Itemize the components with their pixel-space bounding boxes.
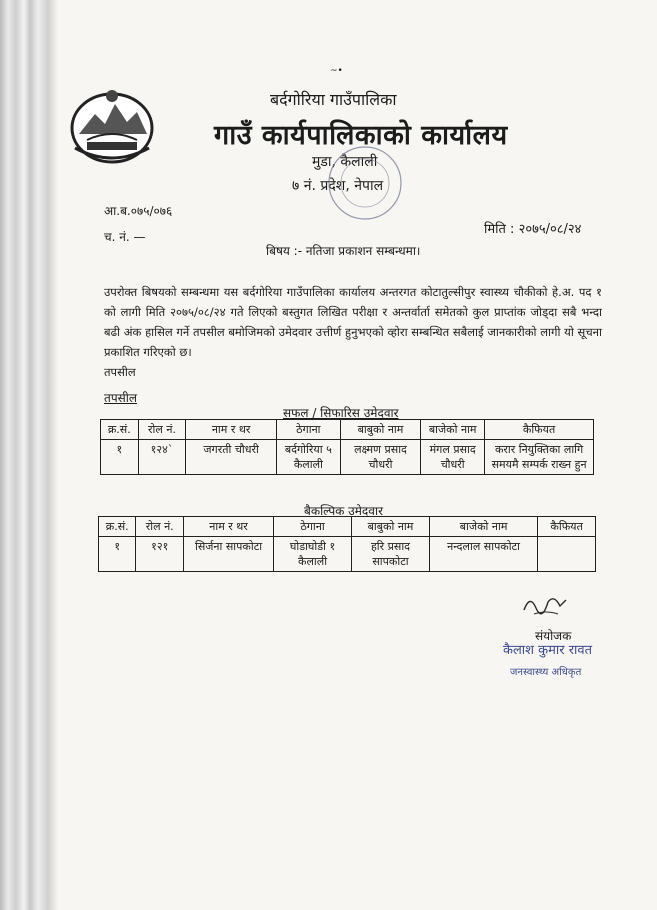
table-cell: जगरती चौधरी xyxy=(186,440,276,475)
fiscal-year: आ.ब.०७५/०७६ xyxy=(104,204,173,218)
tapsil-heading: तपसील xyxy=(104,391,138,405)
table-header-cell: क्र.सं. xyxy=(101,420,139,440)
binding-edge xyxy=(0,0,58,910)
table-cell: १ xyxy=(101,440,139,475)
dispatch-number: च. नं. — xyxy=(104,230,146,244)
table-cell: १२१ xyxy=(136,537,184,572)
table-header-row xyxy=(99,517,596,537)
table-cell: १२४` xyxy=(138,440,186,475)
table-cell: बर्दगोरिया ५ कैलाली xyxy=(276,440,340,475)
body-text: उपरोक्त बिषयको सम्बन्धमा यस बर्दगोरिया गाउँपालिका कार्यालय अन्तरगत कोटातुल्सीपुर स्वास्थ्य चौकीको हे.अ. पद १ को लागी मिति २०७५/०८/२४ गते लिएको बस्तुगत लिखित परीक्षा र अन्तर्वार्ता समेतको कुल प्राप्तांक जोड्दा सबै भन्दा बढी अंक हासिल गर्ने तपसील बमोजिमको उमेदवार उत्तीर्ण हुनुभएको व्होरा सम्बन्धित सबैलाई जानकारीको लागी यो सूचना प्रकाशित गरिएको छ। xyxy=(104,285,602,359)
table-header-cell: रोल नं. xyxy=(138,420,186,440)
table-row xyxy=(99,537,596,572)
table-cell: लक्ष्मण प्रसाद चौधरी xyxy=(340,440,420,475)
table-cell: घोडाघोडी १ कैलाली xyxy=(274,537,352,572)
nepal-emblem-icon xyxy=(67,84,157,166)
table-header-cell: बाजेको नाम xyxy=(421,420,485,440)
table-header-cell: ठेगाना xyxy=(276,420,340,440)
office-province: ७ नं. प्रदेश, नेपाल xyxy=(292,178,384,194)
table-header-cell: रोल नं. xyxy=(136,517,184,537)
municipality-name: बर्दगोरिया गाउँपालिका xyxy=(270,90,397,109)
subject-line: बिषय :- नतिजा प्रकाशन सम्बन्धमा। xyxy=(266,244,421,258)
table2-caption: बैकल्पिक उमेदवार xyxy=(304,504,383,518)
successful-candidate-table xyxy=(100,419,594,475)
signatory-role: संयोजक xyxy=(535,629,572,643)
table-header-cell: कैफियत xyxy=(538,517,596,537)
office-stamp-icon xyxy=(322,140,408,226)
table-header-cell: क्र.सं. xyxy=(99,517,136,537)
alternate-candidate-table xyxy=(98,516,596,572)
handwritten-signature-icon xyxy=(520,590,570,618)
signatory-title: जनस्वास्थ्य अधिकृत xyxy=(510,667,582,678)
letter-date: मिति : २०७५/०८/२४ xyxy=(484,222,582,237)
table-cell: मंगल प्रसाद चौधरी xyxy=(421,440,485,475)
table-header-cell: ठेगाना xyxy=(274,517,352,537)
body-paragraph xyxy=(104,282,602,382)
table-header-cell: बाजेको नाम xyxy=(429,517,537,537)
table-cell xyxy=(538,537,596,572)
table-cell: नन्दलाल सापकोटा xyxy=(429,537,537,572)
table-cell: करार नियुक्तिका लागि समयमै सम्पर्क राख्न हुन xyxy=(485,440,594,475)
table-header-cell: कैफियत xyxy=(485,420,594,440)
table-cell: १ xyxy=(99,537,136,572)
table-header-row xyxy=(101,420,594,440)
office-title: गाउँ कार्यपालिकाको कार्यालय xyxy=(214,120,508,151)
table1-caption: सफल / सिफारिस उमेदवार xyxy=(283,406,399,420)
table-cell: सिर्जना सापकोटा xyxy=(184,537,274,572)
body-tail: तपसील xyxy=(104,365,136,379)
table-header-cell: नाम र थर xyxy=(186,420,276,440)
top-mark: ~• xyxy=(330,66,343,76)
signatory-name: कैलाश कुमार रावत xyxy=(503,643,593,658)
table-cell: हरि प्रसाद सापकोटा xyxy=(352,537,430,572)
table-header-cell: नाम र थर xyxy=(184,517,274,537)
table-header-cell: बाबुको नाम xyxy=(352,517,430,537)
table-row xyxy=(101,440,594,475)
table-header-cell: बाबुको नाम xyxy=(340,420,420,440)
office-location: मुडा, कैलाली xyxy=(312,154,378,170)
